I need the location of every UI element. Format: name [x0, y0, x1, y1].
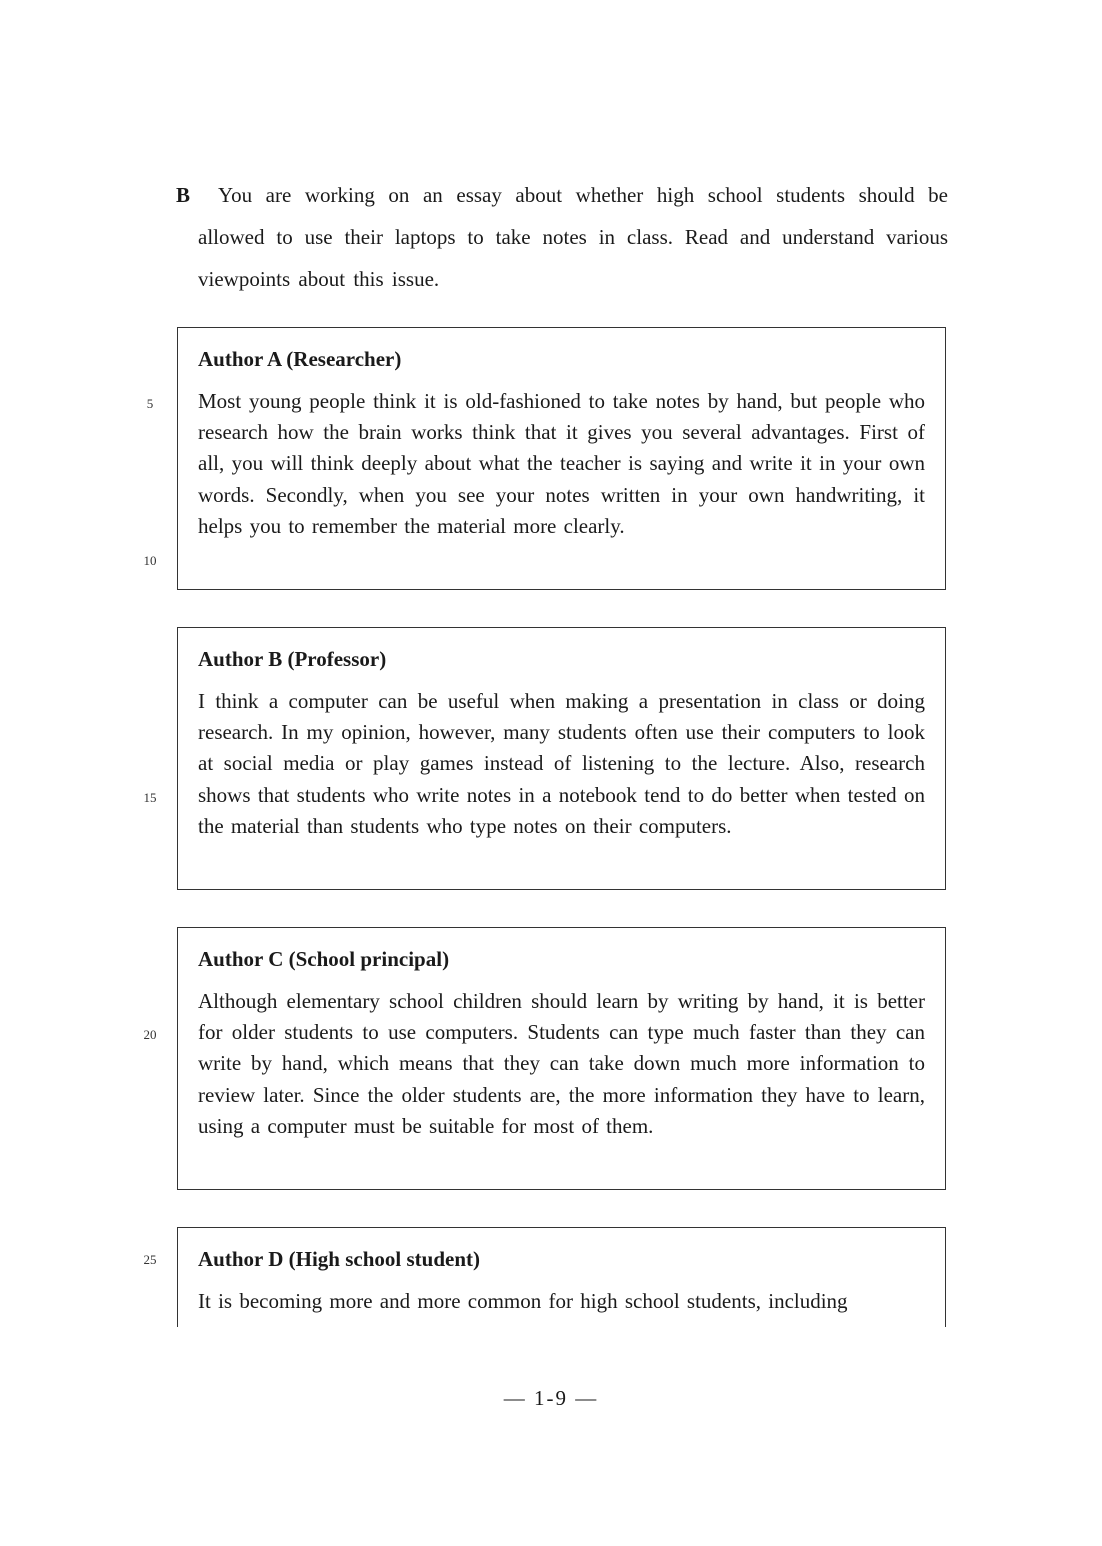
line-number-15: 15 [143, 790, 157, 805]
author-d-body: It is becoming more and more common for high school students, including [198, 1289, 848, 1313]
page-number: — 1-9 — [503, 1386, 599, 1410]
author-b-title: Author B (Professor) [198, 647, 387, 671]
author-c-box [177, 927, 946, 1190]
section-letter: B [176, 183, 191, 207]
line-number-10: 10 [143, 553, 157, 568]
author-c-body: Although elementary school children should learn by writing by hand, it is better for older students to use computers. Students can type much faster than they can write by hand, which means that they can take down much more information to review later. Since the older students are, the more information they have to learn, using a computer must be suitable for most of them. [198, 989, 925, 1138]
author-d-box [177, 1227, 946, 1327]
author-a-box [177, 327, 946, 590]
line-number-20: 20 [143, 1027, 157, 1042]
line-number-5: 5 [146, 396, 154, 411]
intro-section [176, 174, 948, 300]
author-d-title: Author D (High school student) [198, 1247, 480, 1271]
author-a-body: Most young people think it is old-fashioned to take notes by hand, but people who research how the brain works think that it gives you several advantages. First of all, you will think deeply about what the teacher is saying and write it in your own words. Secondly, when you see your notes written in your own handwriting, it helps you to remember the material more clearly. [198, 389, 925, 538]
intro-paragraph: You are working on an essay about whether high school students should be allowed to use their laptops to take notes in class. Read and understand various viewpoints about this issue. [198, 183, 948, 291]
author-a-title: Author A (Researcher) [198, 347, 402, 371]
author-c-title: Author C (School principal) [198, 947, 450, 971]
author-b-body: I think a computer can be useful when making a presentation in class or doing research. In my opinion, however, many students often use their computers to look at social media or play games instead of listening to the lecture. Also, research shows that students who write notes in a notebook tend to do better when tested on the material than students who type notes on their computers. [198, 689, 925, 838]
line-number-25: 25 [143, 1252, 157, 1267]
author-b-box [177, 627, 946, 890]
